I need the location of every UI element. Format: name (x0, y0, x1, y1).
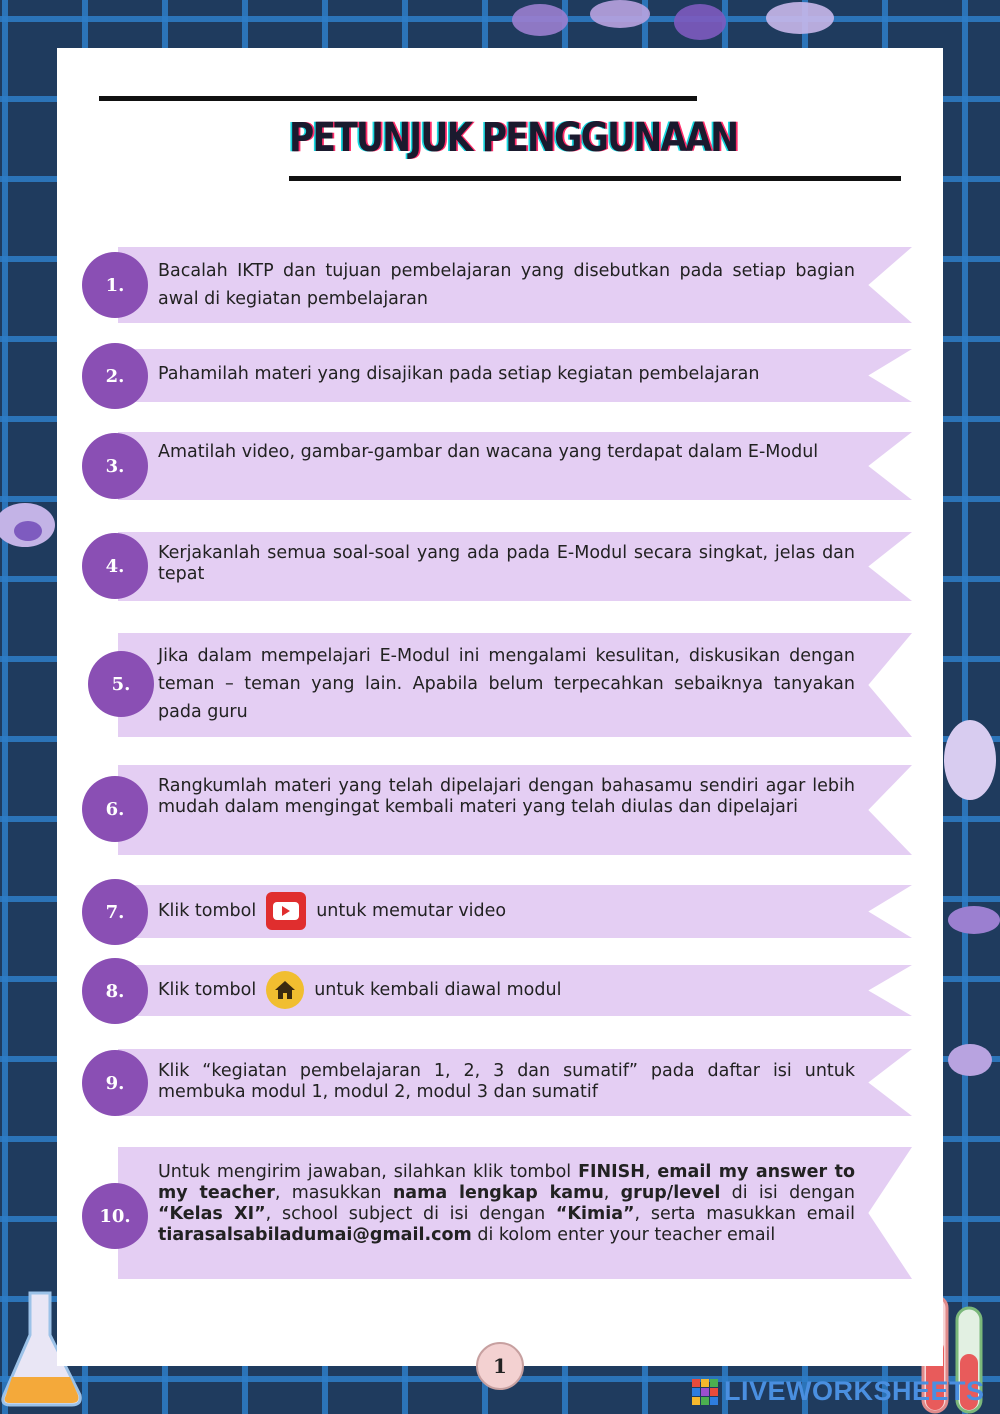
instruction-text: Kerjakanlah semua soal-soal yang ada pada E-Modul secara singkat, jelas dan tepat (158, 543, 855, 584)
title-divider-bottom (289, 176, 901, 181)
number-badge: 8. (82, 958, 148, 1024)
number-badge: 7. (82, 879, 148, 945)
instruction-item-9 (82, 1049, 912, 1116)
page-title: PETUNJUK PENGGUNAAN (289, 115, 738, 161)
instruction-item-3 (82, 432, 912, 500)
liveworksheets-logo-icon (692, 1379, 718, 1405)
instruction-item-10 (82, 1147, 912, 1279)
number-badge: 3. (82, 433, 148, 499)
instruction-item-4 (82, 532, 912, 601)
instruction-text: Amatilah video, gambar-gambar dan wacana yang terdapat dalam E-Modul (158, 442, 819, 462)
instruction-text: Klik “kegiatan pembelajaran 1, 2, 3 dan sumatif” pada daftar isi untuk membuka modul 1, modul 2, modul 3 dan sumatif (158, 1061, 855, 1102)
flower-decoration-left (0, 495, 60, 615)
instruction-text: Klik tombol untuk memutar video (158, 891, 855, 931)
liveworksheets-watermark (692, 1376, 985, 1407)
instruction-text: Jika dalam mempelajari E-Modul ini mengalami kesulitan, diskusikan dengan teman – teman yang lain. Apabila belum terpecahkan sebaiknya tanyakan pada guru (158, 646, 855, 722)
page-number: 1 (476, 1342, 524, 1390)
content-card (57, 48, 943, 1366)
number-badge: 1. (82, 252, 148, 318)
instruction-item-6 (82, 765, 912, 855)
instruction-text: Klik tombol untuk kembali diawal modul (158, 970, 855, 1010)
home-icon[interactable] (266, 971, 304, 1009)
instruction-text: Rangkumlah materi yang telah dipelajari dengan bahasamu sendiri agar lebih mudah dalam mengingat kembali materi yang telah diulas dan dipelajari (158, 776, 855, 817)
instruction-text: Bacalah IKTP dan tujuan pembelajaran yang disebutkan pada setiap bagian awal di kegiatan pembelajaran (158, 261, 855, 309)
number-badge: 2. (82, 343, 148, 409)
number-badge: 10. (82, 1183, 148, 1249)
youtube-play-icon[interactable] (266, 892, 306, 930)
instruction-text: Untuk mengirim jawaban, silahkan klik tombol FINISH, email my answer to my teacher, masukkan nama lengkap kamu, grup/level di isi dengan “Kelas XI”, school subject di isi dengan “Kimia”, serta masukkan email tiarasalsabiladumai@gmail.com di kolom enter your teacher email (158, 1162, 855, 1245)
number-badge: 9. (82, 1050, 148, 1116)
number-badge: 5. (88, 651, 154, 717)
instruction-item-2 (82, 349, 912, 402)
number-badge: 4. (82, 533, 148, 599)
instruction-item-1 (82, 247, 912, 323)
watermark-text: LIVEWORKSHEETS (724, 1376, 985, 1406)
flower-decoration-right (940, 700, 1000, 1120)
instruction-item-7 (82, 885, 912, 938)
instruction-item-5 (82, 633, 912, 737)
number-badge: 6. (82, 776, 148, 842)
instruction-item-8 (82, 965, 912, 1016)
title-divider-top (99, 96, 697, 101)
instruction-text: Pahamilah materi yang disajikan pada setiap kegiatan pembelajaran (158, 364, 760, 384)
